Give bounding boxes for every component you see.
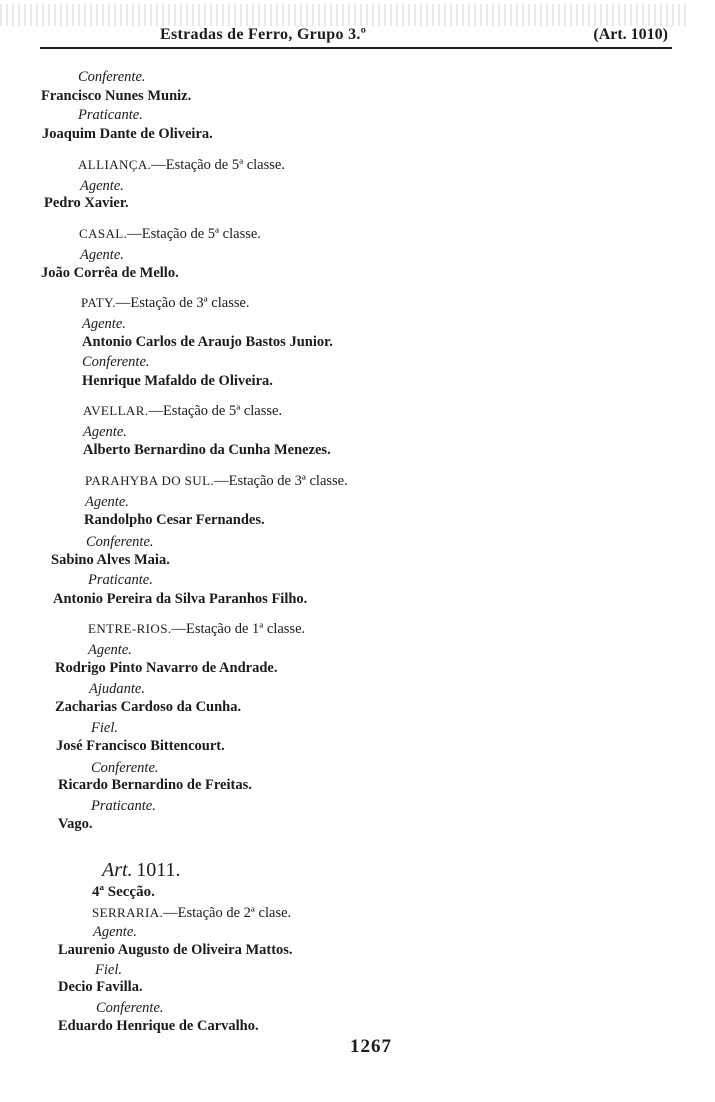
person-name: José Francisco Bittencourt. [56, 738, 225, 754]
role-heading: Conferente. [78, 69, 146, 85]
role-heading: Agente. [80, 247, 124, 263]
station-heading [88, 620, 305, 638]
person-name: Rodrigo Pinto Navarro de Andrade. [55, 660, 278, 676]
person-name: Henrique Mafaldo de Oliveira. [82, 373, 273, 389]
station-name: CASAL. [79, 226, 128, 241]
station-name: ENTRE-RIOS. [88, 621, 172, 636]
page-number: 1267 [350, 1036, 392, 1057]
role-heading: Praticante. [88, 572, 153, 588]
person-name: Randolpho Cesar Fernandes. [84, 512, 265, 528]
person-name: Alberto Bernardino da Cunha Menezes. [83, 442, 331, 458]
station-class: —Estação de 3ª classe. [214, 473, 348, 489]
person-name: Eduardo Henrique de Carvalho. [58, 1018, 259, 1034]
station-name: PARAHYBA DO SUL. [85, 473, 215, 488]
station-heading [81, 294, 250, 312]
station-name: AVELLAR. [83, 403, 149, 418]
station-class: —Estação de 5ª classe. [148, 403, 283, 419]
station-class: —Estação de 5ª classe. [151, 157, 285, 173]
role-heading: Praticante. [78, 107, 143, 123]
station-class: —Estação de 5ª classe. [127, 226, 261, 242]
station-heading [83, 402, 282, 420]
role-heading: Agente. [88, 642, 132, 658]
role-heading: Agente. [83, 424, 127, 440]
person-name: Ricardo Bernardino de Freitas. [58, 777, 252, 793]
person-name: Pedro Xavier. [44, 195, 129, 211]
role-heading: Agente. [93, 924, 137, 940]
person-name: João Corrêa de Mello. [41, 265, 179, 281]
station-heading [78, 156, 285, 174]
station-name: SERRARIA. [92, 905, 164, 920]
role-heading: Agente. [85, 494, 129, 510]
article-number: 1011. [136, 859, 181, 881]
person-name: Francisco Nunes Muniz. [41, 88, 192, 104]
running-header [40, 26, 668, 48]
person-name: Joaquim Dante de Oliveira. [42, 126, 213, 142]
role-heading: Agente. [80, 178, 124, 194]
article-label: Art. [102, 859, 133, 881]
role-heading: Conferente. [91, 760, 159, 776]
station-class: —Estação de 3ª classe. [115, 295, 250, 311]
role-heading: Conferente. [86, 534, 154, 550]
role-heading: Fiel. [95, 962, 122, 978]
scan-noise [0, 4, 690, 26]
role-heading: Agente. [82, 316, 126, 332]
station-name: PATY. [81, 295, 116, 310]
role-heading: Ajudante. [89, 681, 145, 697]
person-name: Vago. [58, 816, 93, 832]
article-heading [102, 858, 180, 884]
role-heading: Praticante. [91, 798, 156, 814]
header-article-ref: (Art. 1010) [593, 26, 668, 43]
station-heading [92, 904, 291, 922]
role-heading: Conferente. [82, 354, 150, 370]
station-class: —Estação de 2ª clase. [163, 905, 292, 921]
header-rule [40, 47, 672, 49]
header-title: Estradas de Ferro, Grupo 3.º [160, 26, 367, 43]
person-name: Zacharias Cardoso da Cunha. [55, 699, 242, 715]
person-name: Decio Favilla. [58, 979, 143, 995]
station-class: —Estação de 1ª classe. [171, 621, 306, 637]
role-heading: Fiel. [91, 720, 118, 736]
person-name: Antonio Carlos de Araujo Bastos Junior. [82, 334, 333, 350]
person-name: Sabino Alves Maia. [51, 552, 170, 568]
station-heading [85, 472, 348, 490]
station-name: ALLIANÇA. [78, 157, 152, 172]
section-heading: 4ª Secção. [92, 884, 155, 900]
station-heading [79, 225, 261, 243]
person-name: Laurenio Augusto de Oliveira Mattos. [58, 942, 293, 958]
person-name: Antonio Pereira da Silva Paranhos Filho. [53, 591, 308, 607]
role-heading: Conferente. [96, 1000, 164, 1016]
